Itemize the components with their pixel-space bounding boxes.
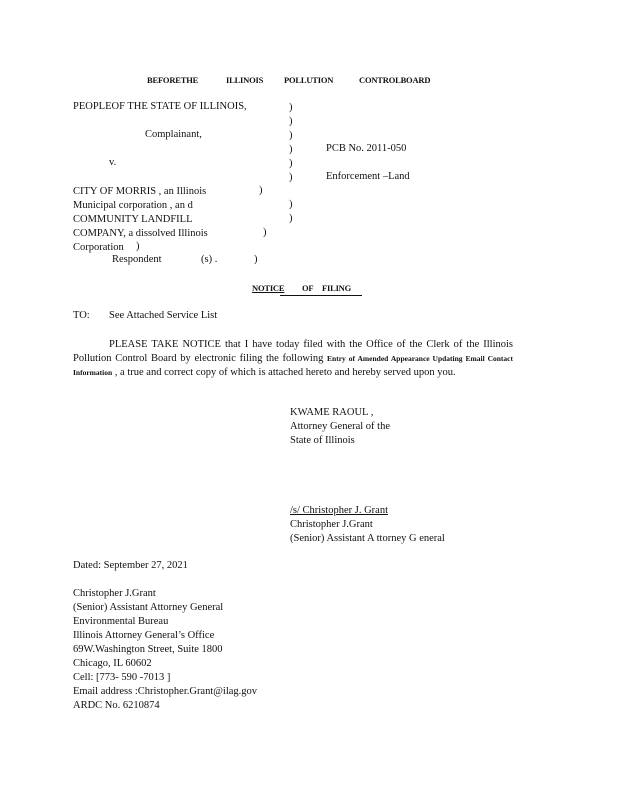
header-control-board: CONTROLBOARD [359,75,431,85]
notice-text-part1: PLEASE TAKE NOTICE that I have today filed with the Office of the Clerk of the Illinois Pollution Control Board by electronic filing the following [73,339,513,364]
notice-title-filing: FILING [322,283,352,293]
signer-title: (Senior) Assistant A ttorney G eneral [290,533,445,544]
caption-complainant: Complainant, [145,129,202,140]
enforcement: Enforcement –Land [326,171,410,182]
paren: ) [289,172,293,183]
attorney-general-block [290,406,390,448]
paren: ) [254,254,258,265]
electronic-signature: /s/ Christopher J. Grant [290,505,388,516]
pcb-number: PCB No. 2011-050 [326,143,407,154]
notice-text-part2: , a true and correct copy of which is attached hereto and hereby served upon you. [114,367,456,378]
filed-document-title: Entry of Amended Appearance Updating Email Contact Information [73,354,513,377]
contact-line: Illinois Attorney General’s Office [73,630,215,641]
contact-line: Cell: [773- 590 -7013 ] [73,672,171,683]
paren: ) [289,199,293,210]
contact-line: ARDC No. 6210874 [73,700,160,711]
header-pollution: POLLUTION [284,75,334,85]
signature-block [290,504,445,546]
paren: ) [289,130,293,141]
notice-paragraph [73,338,513,380]
notice-title-of: OF [302,283,314,293]
contact-line: (Senior) Assistant Attorney General [73,602,224,613]
contact-block [73,587,257,713]
signer-name: Christopher J.Grant [290,519,373,530]
contact-line: Chicago, IL 60602 [73,658,152,669]
to-text: See Attached Service List [109,310,218,321]
ag-line: State of Illinois [290,435,355,446]
paren: ) [289,144,293,155]
ag-line: Attorney General of the [290,421,391,432]
caption-people: PEOPLEOF THE STATE OF ILLINOIS, [73,101,247,112]
paren: ) [289,102,293,113]
respondent-label: Respondent [112,254,162,265]
paren: ) [136,241,140,252]
dated-line: Dated: September 27, 2021 [73,560,188,571]
contact-line: Christopher J.Grant [73,588,156,599]
paren: ) [289,158,293,169]
paren-column [289,101,293,185]
caption-versus: v. [109,157,117,168]
paren: ) [259,185,263,196]
paren: ) [289,213,293,224]
notice-title-notice: NOTICE [252,283,285,293]
respondent-line: Municipal corporation , an d [73,200,193,211]
paren: ) [263,227,267,238]
respondent-s: (s) . [201,254,218,265]
contact-email: Email address :Christopher.Grant@ilag.gov [73,686,258,697]
to-label: TO: [73,310,90,321]
ag-line: KWAME RAOUL , [290,407,374,418]
header-illinois: ILLINOIS [226,75,264,85]
respondent-block [73,185,208,255]
contact-line: 69W.Washington Street, Suite 1800 [73,644,223,655]
respondent-line: Corporation [73,242,124,253]
respondent-line: COMMUNITY LANDFILL [73,214,193,225]
respondent-line: CITY OF MORRIS , an Illinois [73,186,207,197]
paren: ) [289,116,293,127]
contact-line: Environmental Bureau [73,616,169,627]
header-before-the: BEFORETHE [147,75,199,85]
respondent-line: COMPANY, a dissolved Illinois [73,228,208,239]
